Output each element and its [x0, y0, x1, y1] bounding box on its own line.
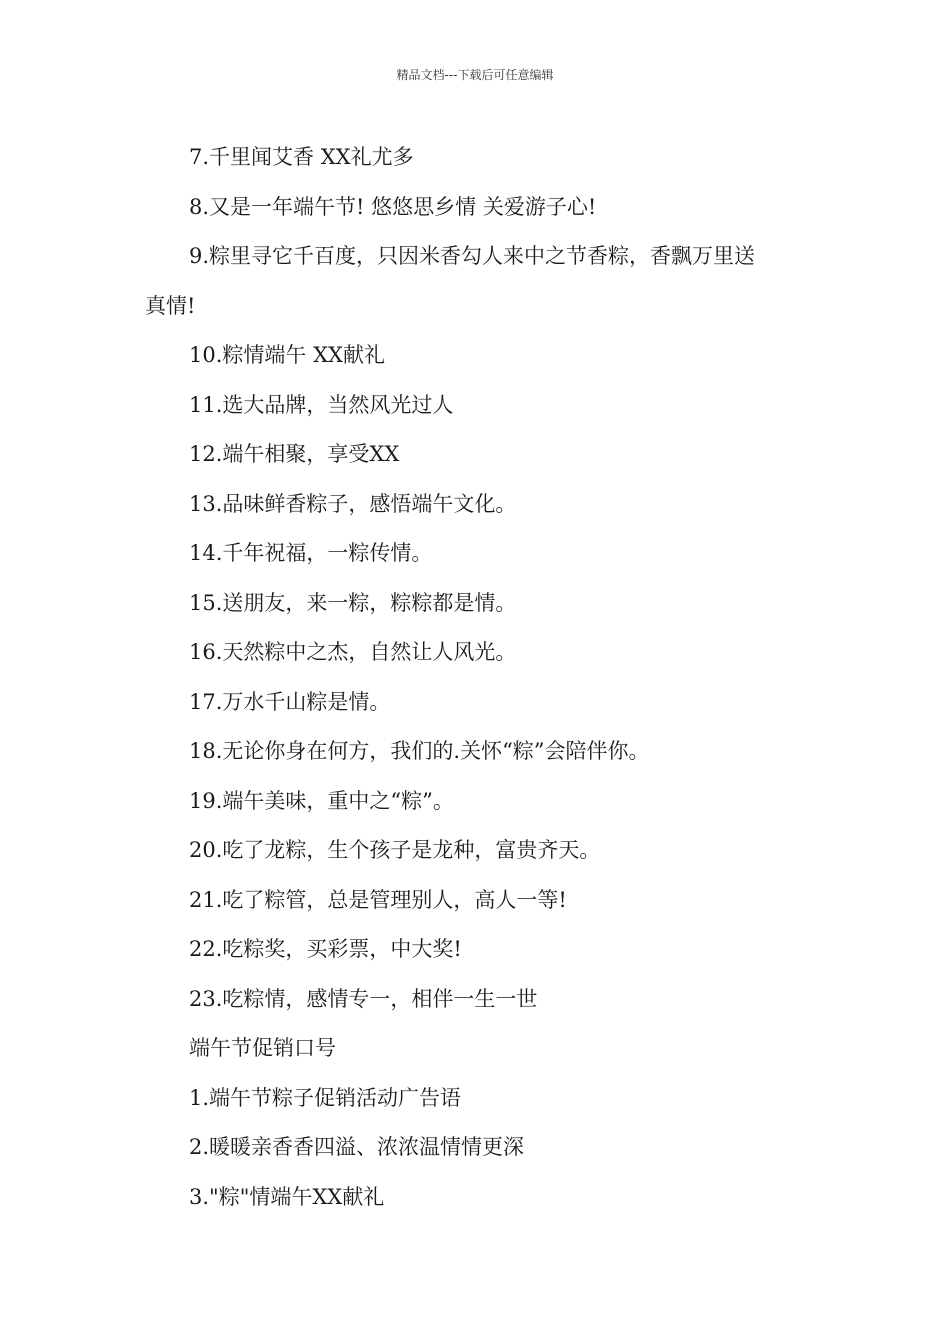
text-line: 22.吃粽奖，买彩票，中大奖!	[189, 937, 462, 961]
document-body	[145, 133, 825, 1222]
section-heading: 端午节促销口号	[189, 1036, 336, 1060]
text-line: 14.千年祝福，一粽传情。	[189, 541, 433, 565]
text-line: 12.端午相聚，享受XX	[189, 442, 400, 466]
text-line: 15.送朋友，来一粽，粽粽都是情。	[189, 590, 517, 615]
text-line: 16.天然粽中之杰，自然让人风光。	[189, 640, 517, 664]
text-line: 10.粽情端午 XX献礼	[189, 343, 385, 367]
text-line: 18.无论你身在何方，我们的.关怀“粽”会陪伴你。	[189, 739, 650, 763]
text-line: 13.品味鲜香粽子，感悟端午文化。	[189, 491, 517, 516]
text-line: 1.端午节粽子促销活动广告语	[189, 1085, 462, 1110]
text-line: 11.选大品牌，当然风光过人	[189, 392, 454, 417]
text-line: 9.粽里寻它千百度，只因米香勾人来中之节香粽，香飘万里送	[189, 244, 756, 268]
text-line: 19.端午美味，重中之“粽”。	[189, 788, 454, 813]
text-line: 3."粽"情端午XX献礼	[189, 1184, 385, 1209]
text-line: 21.吃了粽管，总是管理别人，高人一等!	[189, 887, 567, 912]
text-line: 7.千里闻艾香 XX礼尤多	[189, 145, 414, 169]
text-line: 23.吃粽情，感情专一，相伴一生一世	[189, 986, 538, 1011]
text-line: 8.又是一年端午节! 悠悠思乡情 关爱游子心!	[189, 194, 597, 219]
text-line-continuation: 真情!	[145, 293, 196, 318]
page-header: 精品文档---下载后可任意编辑	[396, 68, 554, 82]
text-line: 20.吃了龙粽，生个孩子是龙种，富贵齐天。	[189, 838, 601, 862]
text-line: 2.暖暖亲香香四溢、浓浓温情情更深	[189, 1135, 525, 1159]
text-line: 17.万水千山粽是情。	[189, 689, 391, 714]
